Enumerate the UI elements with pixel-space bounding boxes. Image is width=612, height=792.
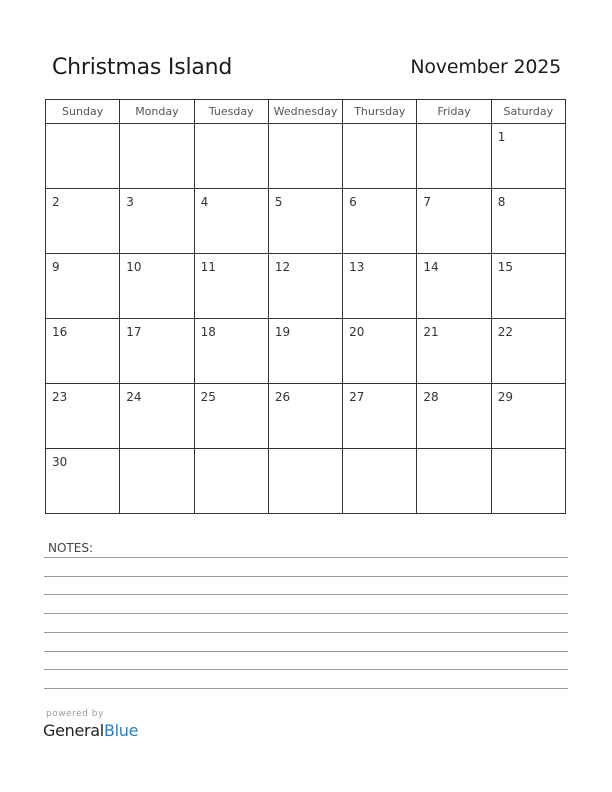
notes-label: NOTES: — [48, 541, 93, 555]
week-row — [46, 449, 566, 514]
note-line — [44, 613, 568, 614]
weekday-header-row — [46, 100, 566, 124]
day-number: 25 — [200, 390, 216, 404]
day-number — [343, 449, 416, 455]
calendar-grid — [45, 99, 566, 514]
day-cell — [194, 319, 268, 384]
week-row — [46, 124, 566, 189]
week-row — [46, 189, 566, 254]
day-number: 8 — [497, 195, 506, 209]
day-number: 5 — [274, 195, 283, 209]
day-cell — [194, 124, 268, 189]
day-cell — [194, 254, 268, 319]
day-number: 14 — [423, 260, 439, 274]
day-number: 7 — [423, 195, 432, 209]
generalblue-logo — [43, 721, 138, 740]
day-cell — [46, 449, 120, 514]
day-number — [417, 124, 490, 130]
day-number: 13 — [349, 260, 365, 274]
day-number: 15 — [497, 260, 513, 274]
day-cell — [194, 189, 268, 254]
day-cell — [46, 319, 120, 384]
day-number: 27 — [349, 390, 365, 404]
day-number — [343, 124, 416, 130]
day-number: 2 — [52, 195, 60, 209]
calendar-month: November 2025 — [410, 56, 561, 78]
day-number: 12 — [274, 260, 291, 274]
weekday-tuesday: Tuesday — [194, 100, 268, 124]
day-cell — [120, 319, 194, 384]
day-number: 17 — [126, 325, 142, 339]
day-cell — [46, 189, 120, 254]
brand-text-blue: Blue — [103, 721, 139, 740]
day-cell — [268, 384, 342, 449]
day-number: 16 — [52, 325, 68, 339]
note-line — [44, 576, 568, 577]
day-cell — [46, 254, 120, 319]
weekday-wednesday: Wednesday — [268, 100, 342, 124]
day-cell — [268, 254, 342, 319]
day-number: 6 — [349, 195, 357, 209]
day-number — [120, 124, 193, 130]
note-line — [44, 651, 568, 652]
day-cell — [491, 384, 565, 449]
day-cell — [194, 449, 268, 514]
day-number — [195, 124, 268, 130]
day-number: 23 — [52, 390, 68, 404]
day-cell — [417, 319, 491, 384]
day-cell — [417, 449, 491, 514]
day-number: 22 — [497, 325, 513, 339]
day-cell — [491, 449, 565, 514]
day-cell — [417, 254, 491, 319]
day-number — [195, 449, 268, 455]
week-row — [46, 384, 566, 449]
day-cell — [268, 449, 342, 514]
day-number: 19 — [274, 325, 291, 339]
day-number — [269, 449, 342, 455]
brand-text-general: General — [43, 721, 104, 740]
note-line — [44, 688, 568, 689]
day-number: 29 — [497, 390, 513, 404]
day-cell — [268, 124, 342, 189]
day-number: 4 — [200, 195, 209, 209]
powered-by-text: powered by — [46, 709, 104, 719]
day-number — [417, 449, 490, 455]
weekday-sunday: Sunday — [46, 100, 120, 124]
day-cell — [343, 124, 417, 189]
day-cell — [343, 189, 417, 254]
day-cell — [491, 124, 565, 189]
note-line — [44, 632, 568, 633]
day-number: 20 — [349, 325, 365, 339]
day-cell — [343, 449, 417, 514]
day-number: 3 — [126, 195, 134, 209]
day-number: 30 — [52, 455, 68, 469]
day-number: 24 — [126, 390, 142, 404]
weekday-monday: Monday — [120, 100, 194, 124]
day-cell — [120, 124, 194, 189]
note-line — [44, 594, 568, 595]
day-number — [120, 449, 193, 455]
day-cell — [120, 254, 194, 319]
day-cell — [120, 449, 194, 514]
day-number: 11 — [200, 260, 216, 274]
day-cell — [120, 189, 194, 254]
day-cell — [343, 319, 417, 384]
weekday-friday: Friday — [417, 100, 491, 124]
day-cell — [491, 254, 565, 319]
weekday-thursday: Thursday — [343, 100, 417, 124]
day-cell — [268, 319, 342, 384]
day-cell — [417, 384, 491, 449]
day-cell — [343, 254, 417, 319]
day-number — [46, 124, 119, 130]
day-number: 9 — [52, 260, 60, 274]
day-number: 21 — [423, 325, 439, 339]
day-cell — [417, 124, 491, 189]
day-cell — [46, 384, 120, 449]
day-number: 18 — [200, 325, 216, 339]
day-cell — [491, 189, 565, 254]
week-row — [46, 254, 566, 319]
day-cell — [46, 124, 120, 189]
day-number: 1 — [497, 130, 506, 144]
day-number — [269, 124, 342, 130]
week-row — [46, 319, 566, 384]
calendar-title: Christmas Island — [52, 55, 233, 80]
day-cell — [343, 384, 417, 449]
day-number: 28 — [423, 390, 439, 404]
note-line — [44, 669, 568, 670]
note-line — [44, 557, 568, 558]
day-number: 26 — [274, 390, 291, 404]
day-cell — [491, 319, 565, 384]
weekday-saturday: Saturday — [491, 100, 565, 124]
day-cell — [268, 189, 342, 254]
day-number — [492, 449, 565, 455]
day-number: 10 — [126, 260, 142, 274]
day-cell — [120, 384, 194, 449]
day-cell — [417, 189, 491, 254]
day-cell — [194, 384, 268, 449]
